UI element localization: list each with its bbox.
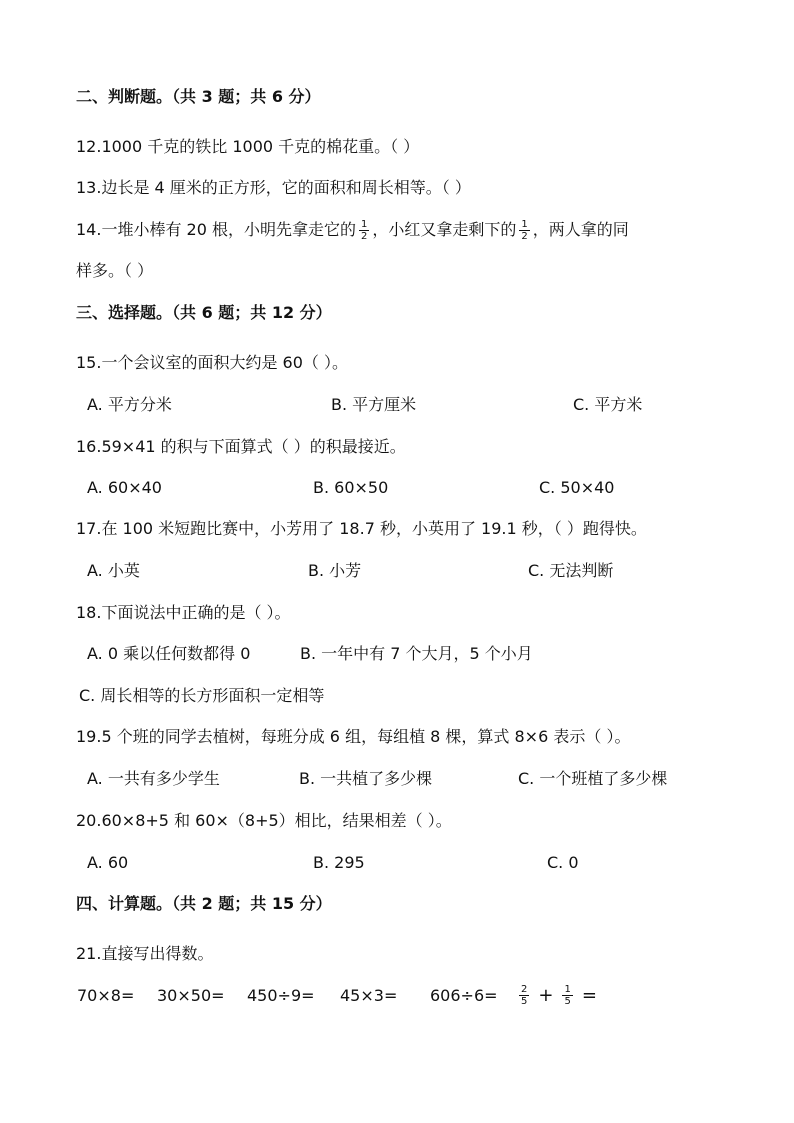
option-17-c: C. 无法判断 [528, 561, 614, 580]
fraction-two-fifths [519, 984, 529, 1007]
question-21: 21.直接写出得数。 [76, 944, 214, 963]
option-17-a: A. 小英 [87, 561, 140, 580]
fraction-half-1 [359, 219, 369, 242]
option-18-a: A. 0 乘以任何数都得 0 [87, 644, 251, 663]
question-14-text-1: 14.一堆小棒有 20 根，小明先拿走它的 [76, 220, 356, 239]
fraction-denominator: 2 [360, 231, 368, 242]
fraction-numerator: 2 [521, 984, 528, 995]
expression-5: 606÷6= [430, 986, 498, 1005]
fraction-numerator: 1 [360, 219, 368, 230]
question-12: 12.1000 千克的铁比 1000 千克的棉花重。（ ） [76, 137, 420, 156]
option-17-b: B. 小芳 [308, 561, 362, 580]
option-15-b: B. 平方厘米 [331, 395, 417, 414]
option-20-a: A. 60 [87, 853, 129, 872]
question-20: 20.60×8+5 和 60×（8+5）相比，结果相差（ ）。 [76, 811, 452, 830]
expression-2: 30×50= [157, 986, 225, 1005]
option-15-a: A. 平方分米 [87, 395, 172, 414]
question-18: 18.下面说法中正确的是（ ）。 [76, 603, 291, 622]
expression-4: 45×3= [340, 986, 398, 1005]
option-20-c: C. 0 [547, 853, 579, 872]
fraction-half-2 [519, 219, 529, 242]
question-14-text-2: ，小红又拿走剩下的 [372, 220, 517, 239]
section-title-choice: 三、选择题。（共 6 题；共 12 分） [76, 303, 332, 322]
option-16-a: A. 60×40 [87, 478, 162, 497]
option-19-b: B. 一共植了多少棵 [299, 769, 433, 788]
question-16: 16.59×41 的积与下面算式（ ）的积最接近。 [76, 437, 406, 456]
fraction-denominator: 2 [521, 231, 528, 242]
expression-3: 450÷9= [247, 986, 315, 1005]
fraction-numerator: 1 [564, 984, 571, 995]
fraction-denominator: 5 [521, 996, 528, 1007]
question-14 [76, 216, 629, 244]
equals-sign: = [581, 984, 597, 1006]
option-19-a: A. 一共有多少学生 [87, 769, 220, 788]
option-16-b: B. 60×50 [313, 478, 389, 497]
option-18-b: B. 一年中有 7 个大月，5 个小月 [300, 644, 533, 663]
option-16-c: C. 50×40 [539, 478, 615, 497]
question-19: 19.5 个班的同学去植树，每班分成 6 组，每组植 8 棵，算式 8×6 表示（ ）。 [76, 727, 631, 746]
question-17: 17.在 100 米短跑比赛中，小芳用了 18.7 秒，小英用了 19.1 秒，（ ）跑得快。 [76, 519, 647, 538]
section-title-judgement: 二、判断题。（共 3 题；共 6 分） [76, 87, 321, 106]
question-15: 15.一个会议室的面积大约是 60（ ）。 [76, 353, 348, 372]
fraction-denominator: 5 [564, 996, 571, 1007]
option-20-b: B. 295 [313, 853, 365, 872]
option-15-c: C. 平方米 [573, 395, 643, 414]
question-14-text-3: ，两人拿的同 [532, 220, 629, 239]
question-13: 13.边长是 4 厘米的正方形，它的面积和周长相等。（ ） [76, 178, 471, 197]
option-19-c: C. 一个班植了多少棵 [518, 769, 668, 788]
expression-1: 70×8= [77, 986, 135, 1005]
fraction-numerator: 1 [521, 219, 528, 230]
plus-sign: + [538, 984, 554, 1006]
section-title-calculation: 四、计算题。（共 2 题；共 15 分） [76, 894, 332, 913]
option-18-c: C. 周长相等的长方形面积一定相等 [79, 686, 325, 705]
question-14-line-2: 样多。（ ） [76, 261, 154, 280]
expression-6 [516, 978, 603, 1013]
fraction-one-fifth [562, 984, 572, 1007]
